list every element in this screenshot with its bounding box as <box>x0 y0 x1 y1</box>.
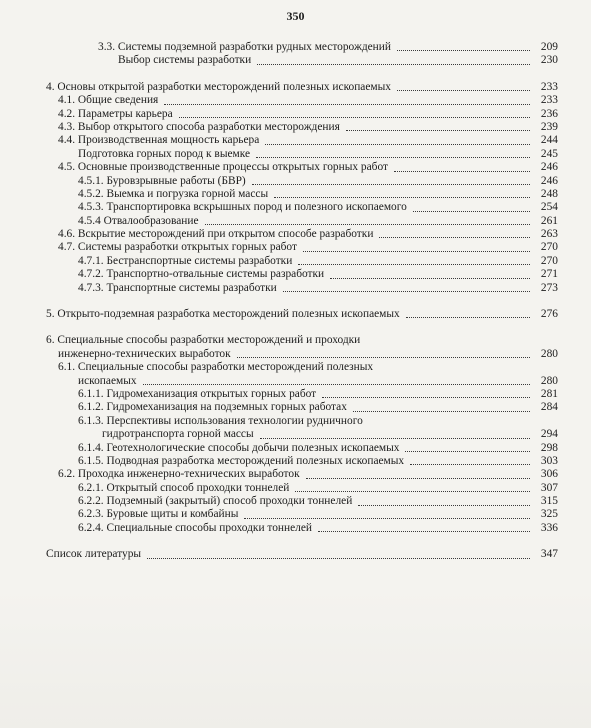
toc-entry-page: 273 <box>540 281 558 294</box>
dot-leader <box>397 90 530 91</box>
toc-entry-title: 6.2.4. Специальные способы проходки тоннелей <box>78 521 312 534</box>
toc-entry-title: 6.1.1. Гидромеханизация открытых горных работ <box>78 387 317 400</box>
toc-entry[interactable] <box>46 215 558 228</box>
dot-leader <box>205 224 531 225</box>
toc-entry-title: ископаемых <box>78 374 137 387</box>
dot-leader <box>405 451 530 452</box>
dot-leader <box>358 505 530 506</box>
page-number: 350 <box>286 9 305 23</box>
toc-entry[interactable] <box>46 509 558 522</box>
toc-entry-title: 4.7.2. Транспортно-отвальные системы разработки <box>78 268 325 281</box>
toc-entry[interactable] <box>46 268 558 281</box>
toc-entry-page: 306 <box>540 468 558 481</box>
toc-entry-page: 244 <box>540 134 558 147</box>
toc-entry-title: 4.5. Основные производственные процессы открытых горных работ <box>58 161 388 174</box>
dot-leader <box>379 237 530 238</box>
toc-entry[interactable] <box>46 375 558 388</box>
toc-entry-title: 4.5.3. Транспортировка вскрышных пород и полезного ископаемого <box>78 201 407 214</box>
dot-leader <box>256 157 530 158</box>
toc-entry-title: 4.7.3. Транспортные системы разработки <box>78 281 277 294</box>
toc-entry-page: 276 <box>540 308 558 321</box>
toc-entry-title: Список литературы <box>46 548 142 561</box>
dot-leader <box>410 464 530 465</box>
section-gap <box>46 535 558 548</box>
toc-entry-title: 6.1.2. Гидромеханизация на подземных горных работах <box>78 401 347 414</box>
dot-leader <box>237 357 530 358</box>
toc-entry-page: 254 <box>540 201 558 214</box>
toc-entry-page: 263 <box>540 228 558 241</box>
toc-entry-page: 246 <box>540 161 558 174</box>
toc-entry[interactable] <box>46 522 558 535</box>
dot-leader <box>179 117 530 118</box>
toc-entry[interactable] <box>46 455 558 468</box>
dot-leader <box>147 558 530 559</box>
dot-leader <box>295 491 530 492</box>
toc-entry[interactable] <box>46 134 558 147</box>
toc-entry-page: 246 <box>540 174 558 187</box>
toc-entry-title: 6.1. Специальные способы разработки месторождений полезных <box>58 361 374 374</box>
toc-entry-page: 284 <box>540 401 558 414</box>
dot-leader <box>330 278 530 279</box>
dot-leader <box>346 130 530 131</box>
toc-entry[interactable] <box>46 54 558 67</box>
toc-entry-page: 245 <box>540 147 558 160</box>
dot-leader <box>303 251 530 252</box>
toc-entry-page: 298 <box>540 441 558 454</box>
toc-entry[interactable] <box>46 228 558 241</box>
toc-entry-title: 6.1.5. Подводная разработка месторождений полезных ископаемых <box>78 454 405 467</box>
dot-leader <box>274 197 530 198</box>
toc-entry-title: 4.2. Параметры карьера <box>58 107 173 120</box>
toc-entry-page: 280 <box>540 374 558 387</box>
toc-entry-page: 325 <box>540 508 558 521</box>
toc-entry[interactable] <box>46 175 558 188</box>
toc-entry-page: 315 <box>540 495 558 508</box>
toc-entry-page: 307 <box>540 481 558 494</box>
dot-leader <box>164 104 530 105</box>
toc-entry-page: 336 <box>540 521 558 534</box>
dot-leader <box>397 50 530 51</box>
toc-entry-page: 230 <box>540 54 558 67</box>
toc-entry-title: 3.3. Системы подземной разработки рудных месторождений <box>98 40 391 53</box>
bleed-through-shading <box>0 588 591 728</box>
dot-leader <box>406 317 530 318</box>
toc-entry[interactable] <box>46 161 558 174</box>
toc-entry-title: 6.1.4. Геотехнологические способы добычи полезных ископаемых <box>78 441 400 454</box>
dot-leader <box>306 478 530 479</box>
dot-leader <box>244 518 530 519</box>
dot-leader <box>413 211 530 212</box>
toc-entry[interactable] <box>46 308 558 321</box>
toc-entry-title: 4.7. Системы разработки открытых горных работ <box>58 241 297 254</box>
dot-leader <box>260 438 530 439</box>
toc-entry[interactable] <box>46 241 558 254</box>
toc-entry[interactable] <box>46 388 558 401</box>
toc-entry[interactable] <box>46 188 558 201</box>
toc-entry-title: 6.2.1. Открытый способ проходки тоннелей <box>78 481 290 494</box>
toc-entry-title: 4.5.2. Выемка и погрузка горной массы <box>78 187 269 200</box>
toc-entry-title: 6. Специальные способы разработки месторождений и проходки <box>46 334 361 347</box>
dot-leader <box>322 397 530 398</box>
toc-entry-title: 4.7.1. Бестранспортные системы разработки <box>78 254 293 267</box>
toc-entry-page: 271 <box>540 268 558 281</box>
section-gap <box>46 295 558 308</box>
dot-leader <box>283 291 530 292</box>
dot-leader <box>353 411 530 412</box>
toc-entry-page: 280 <box>540 347 558 360</box>
toc-entry-title: Подготовка горных пород к выемке <box>78 147 251 160</box>
toc-entry-title: 6.1.3. Перспективы использования технологии рудничного <box>78 414 363 427</box>
toc-entry-title: 4.6. Вскрытие месторождений при открытом способе разработки <box>58 228 374 241</box>
toc-entry-title: 4.4. Производственная мощность карьера <box>58 134 260 147</box>
toc-entry-page: 281 <box>540 387 558 400</box>
toc-entry[interactable] <box>46 348 558 361</box>
toc-entry[interactable] <box>46 282 558 295</box>
toc-entry-title: 4.3. Выбор открытого способа разработки месторождения <box>58 120 340 133</box>
toc-entry-title: 4. Основы открытой разработки месторождений полезных ископаемых <box>46 80 391 93</box>
toc-entry[interactable] <box>46 81 558 94</box>
toc-entry-page: 233 <box>540 94 558 107</box>
toc-entry-title: 6.2. Проходка инженерно-технических выработок <box>58 468 300 481</box>
toc-entry[interactable] <box>46 121 558 134</box>
toc-entry-title: 4.1. Общие сведения <box>58 94 159 107</box>
toc-entry-page: 303 <box>540 454 558 467</box>
toc-entry-page: 270 <box>540 241 558 254</box>
toc-entry[interactable] <box>46 255 558 268</box>
toc-entry[interactable] <box>46 468 558 481</box>
toc-entry-title: инженерно-технических выработок <box>58 347 231 360</box>
toc-entry[interactable] <box>46 442 558 455</box>
toc-entry[interactable] <box>46 495 558 508</box>
toc-entry[interactable] <box>46 148 558 161</box>
toc-entry-title: 4.5.1. Буровзрывные работы (БВР) <box>78 174 246 187</box>
toc-entry-page: 209 <box>540 40 558 53</box>
section-gap <box>46 68 558 81</box>
toc-entry[interactable] <box>46 94 558 107</box>
toc-entry[interactable] <box>46 201 558 214</box>
toc-entry-page: 270 <box>540 254 558 267</box>
toc-entry[interactable] <box>46 334 558 347</box>
toc-entry-page: 233 <box>540 80 558 93</box>
toc-entry[interactable] <box>46 401 558 414</box>
toc-entry-title: 6.2.3. Буровые щиты и комбайны <box>78 508 239 521</box>
toc-entry[interactable] <box>46 41 558 54</box>
dot-leader <box>298 264 530 265</box>
toc-entry[interactable] <box>46 361 558 374</box>
dot-leader <box>252 184 530 185</box>
toc-entry-page: 248 <box>540 187 558 200</box>
toc-entry-page: 236 <box>540 107 558 120</box>
toc-entry[interactable] <box>46 428 558 441</box>
dot-leader <box>265 144 530 145</box>
toc-entry-page: 239 <box>540 120 558 133</box>
toc-entry[interactable] <box>46 415 558 428</box>
table-of-contents <box>46 41 558 562</box>
dot-leader <box>143 384 530 385</box>
dot-leader <box>394 171 530 172</box>
toc-entry-title: гидротранспорта горной массы <box>102 428 254 441</box>
section-gap <box>46 321 558 334</box>
toc-entry-title: 5. Открыто-подземная разработка месторождений полезных ископаемых <box>46 308 400 321</box>
toc-entry-page: 347 <box>540 548 558 561</box>
toc-entry-page: 294 <box>540 428 558 441</box>
toc-entry-title: 4.5.4 Отвалообразование <box>78 214 199 227</box>
toc-entry[interactable] <box>46 548 558 561</box>
toc-entry-title: 6.2.2. Подземный (закрытый) способ проходки тоннелей <box>78 495 353 508</box>
dot-leader <box>318 531 530 532</box>
toc-entry[interactable] <box>46 108 558 121</box>
dot-leader <box>257 64 530 65</box>
toc-entry-page: 261 <box>540 214 558 227</box>
toc-entry-title: Выбор системы разработки <box>118 54 252 67</box>
toc-entry[interactable] <box>46 482 558 495</box>
